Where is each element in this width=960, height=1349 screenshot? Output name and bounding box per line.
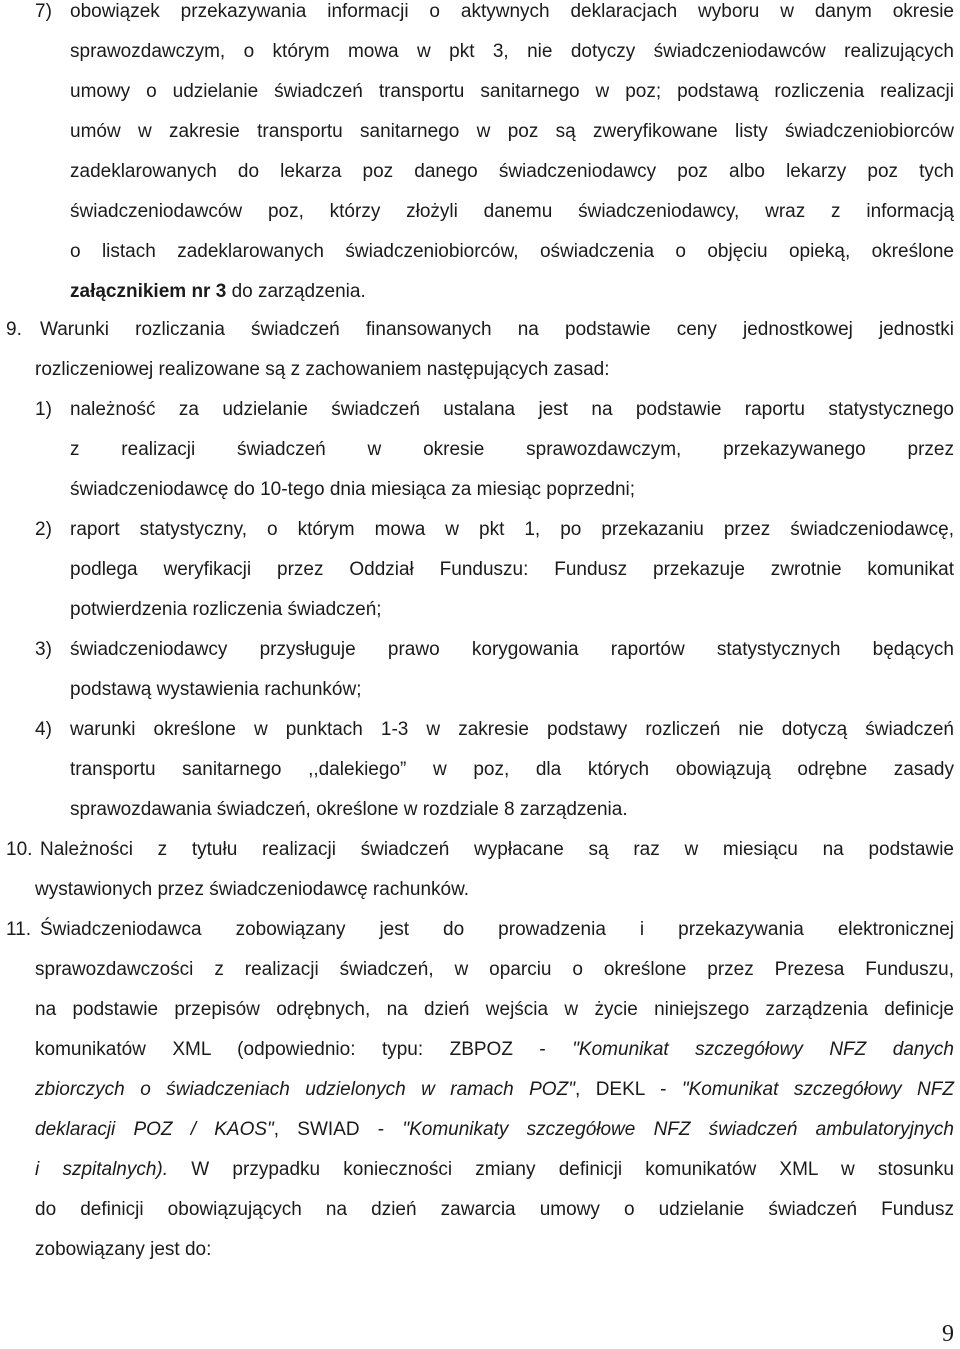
- paragraph-text: , DEKL -: [574, 1079, 682, 1100]
- paragraph-text: W przypadku konieczności zmiany definicji komunikatów XML w stosunku: [168, 1159, 954, 1180]
- paragraph-line: z realizacji świadczeń w okresie sprawozdawczym, przekazywanego przez: [70, 439, 954, 460]
- paragraph-line: [35, 1118, 954, 1142]
- paragraph-line: raport statystyczny, o którym mowa w pkt 1, po przekazaniu przez świadczeniodawcę,: [70, 519, 954, 540]
- paragraph-text-italic: "Komunikat szczegółowy NFZ danych: [572, 1039, 954, 1060]
- item-number: 4): [35, 719, 52, 740]
- paragraph-line: o listach zadeklarowanych świadczeniobiorców, oświadczenia o objęciu opieką, określone: [70, 241, 954, 262]
- paragraph-line: rozliczeniowej realizowane są z zachowaniem następujących zasad:: [35, 359, 610, 380]
- paragraph-line: sprawozdawczym, o którym mowa w pkt 3, nie dotyczy świadczeniodawców realizujących: [70, 41, 954, 62]
- paragraph-line: na podstawie przepisów odrębnych, na dzień wejścia w życie niniejszego zarządzenia definicje: [35, 999, 954, 1020]
- paragraph-line: warunki określone w punktach 1-3 w zakresie podstawy rozliczeń nie dotyczą świadczeń: [70, 719, 954, 740]
- section-number: 11.: [6, 919, 32, 940]
- paragraph-line: świadczeniodawcę do 10-tego dnia miesiąca za miesiąc poprzedni;: [70, 479, 636, 500]
- paragraph-line: obowiązek przekazywania informacji o aktywnych deklaracjach wyboru w danym okresie: [70, 1, 954, 22]
- paragraph-line: sprawozdawczości z realizacji świadczeń, w oparciu o określone przez Prezesa Funduszu,: [35, 959, 954, 980]
- item-number: 3): [35, 639, 52, 660]
- paragraph-line: [70, 280, 366, 304]
- paragraph-line: Warunki rozliczania świadczeń finansowanych na podstawie ceny jednostkowej jednostki: [40, 319, 954, 340]
- paragraph-text: komunikatów XML (odpowiednio: typu: ZBPOZ -: [35, 1039, 573, 1060]
- item-number: 2): [35, 519, 52, 540]
- item-number: 7): [35, 1, 52, 22]
- paragraph-line: transportu sanitarnego ,,dalekiego” w poz, dla których obowiązują odrębne zasady: [70, 759, 954, 780]
- paragraph-text: do zarządzenia.: [226, 281, 366, 302]
- paragraph-text-italic: deklaracji POZ / KAOS": [35, 1119, 274, 1140]
- section-number: 10.: [6, 839, 33, 860]
- paragraph-line: [35, 1038, 954, 1062]
- page-number: 9: [942, 1321, 954, 1347]
- paragraph-line: podstawą wystawienia rachunków;: [70, 679, 362, 700]
- paragraph-text-italic: zbiorczych o świadczeniach udzielonych w ramach POZ": [35, 1079, 575, 1100]
- paragraph-line: należność za udzielanie świadczeń ustalana jest na podstawie raportu statystycznego: [70, 399, 954, 420]
- paragraph-line: umowy o udzielanie świadczeń transportu sanitarnego w poz; podstawą rozliczenia realizacji: [70, 81, 954, 102]
- paragraph-line: potwierdzenia rozliczenia świadczeń;: [70, 599, 382, 620]
- section-number: 9.: [6, 319, 22, 340]
- paragraph-line: [35, 1078, 954, 1102]
- paragraph-text-italic: "Komunikat szczegółowy NFZ: [681, 1079, 954, 1100]
- paragraph-text: , SWIAD -: [273, 1119, 403, 1140]
- paragraph-line: umów w zakresie transportu sanitarnego w poz są zweryfikowane listy świadczeniobiorców: [70, 121, 954, 142]
- paragraph-line: zobowiązany jest do:: [35, 1239, 212, 1260]
- paragraph-text-italic: i szpitalnych).: [35, 1159, 169, 1180]
- paragraph-line: Świadczeniodawca zobowiązany jest do prowadzenia i przekazywania elektronicznej: [40, 919, 954, 940]
- paragraph-line: świadczeniodawcy przysługuje prawo korygowania raportów statystycznych będących: [70, 639, 954, 660]
- paragraph-line: podlega weryfikacji przez Oddział Funduszu: Fundusz przekazuje zwrotnie komunikat: [70, 559, 954, 580]
- paragraph-line: świadczeniodawców poz, którzy złożyli danemu świadczeniodawcy, wraz z informacją: [70, 201, 954, 222]
- paragraph-line: do definicji obowiązujących na dzień zawarcia umowy o udzielanie świadczeń Fundusz: [35, 1199, 954, 1220]
- paragraph-line: zadeklarowanych do lekarza poz danego świadczeniodawcy poz albo lekarzy poz tych: [70, 161, 954, 182]
- item-number: 1): [35, 399, 52, 420]
- paragraph-text-italic: "Komunikaty szczegółowe NFZ świadczeń ambulatoryjnych: [402, 1119, 954, 1140]
- attachment-reference: załącznikiem nr 3: [70, 281, 227, 302]
- paragraph-line: wystawionych przez świadczeniodawcę rachunków.: [35, 879, 470, 900]
- paragraph-line: Należności z tytułu realizacji świadczeń wypłacane są raz w miesiącu na podstawie: [40, 839, 954, 860]
- paragraph-line: sprawozdawania świadczeń, określone w rozdziale 8 zarządzenia.: [70, 799, 628, 820]
- paragraph-line: [35, 1158, 954, 1182]
